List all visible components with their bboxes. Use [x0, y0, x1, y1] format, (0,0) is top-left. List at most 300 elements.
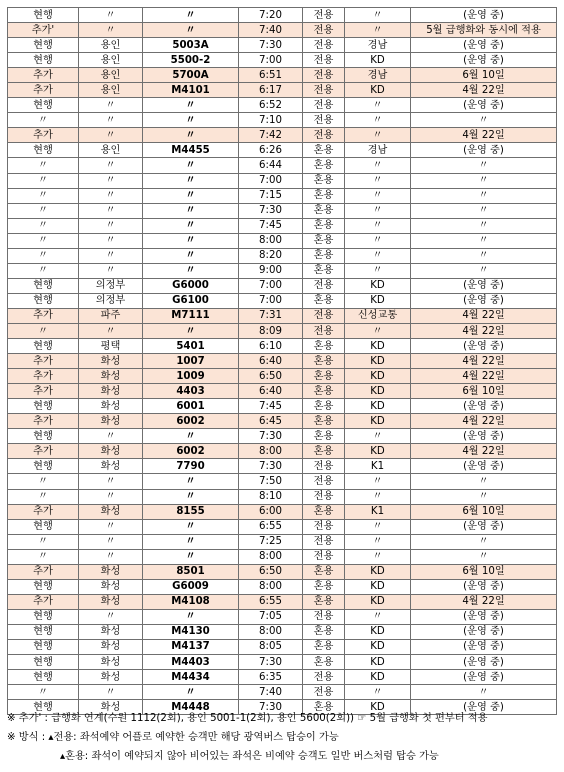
cell-status: (운영 중)	[411, 639, 557, 654]
cell-status: 〃	[411, 158, 557, 173]
cell-time: 7:31	[239, 308, 303, 323]
cell-op: 〃	[345, 188, 411, 203]
cell-type: 〃	[8, 685, 79, 700]
cell-route: 5700A	[143, 68, 239, 83]
cell-op: 〃	[345, 158, 411, 173]
cell-time: 7:25	[239, 534, 303, 549]
cell-route: 5500-2	[143, 53, 239, 68]
cell-seat: 혼용	[303, 429, 345, 444]
table-row	[8, 459, 557, 474]
table-row	[8, 83, 557, 98]
cell-route: M4403	[143, 655, 239, 670]
cell-seat: 전용	[303, 8, 345, 23]
table-row	[8, 639, 557, 654]
table-row	[8, 218, 557, 233]
table-row	[8, 369, 557, 384]
table-row	[8, 564, 557, 579]
schedule-body	[8, 8, 557, 715]
cell-seat: 혼용	[303, 579, 345, 594]
cell-type: 현행	[8, 670, 79, 685]
cell-area: 화성	[79, 670, 143, 685]
cell-op: KD	[345, 339, 411, 354]
table-row	[8, 53, 557, 68]
table-row	[8, 444, 557, 459]
cell-type: 추가	[8, 594, 79, 609]
cell-seat: 혼용	[303, 173, 345, 188]
cell-seat: 혼용	[303, 384, 345, 399]
cell-op: 〃	[345, 173, 411, 188]
cell-route: 5401	[143, 339, 239, 354]
cell-status: 〃	[411, 113, 557, 128]
cell-time: 6:35	[239, 670, 303, 685]
cell-type: 〃	[8, 218, 79, 233]
cell-area: 화성	[79, 444, 143, 459]
table-row	[8, 549, 557, 564]
cell-type: 현행	[8, 609, 79, 624]
table-row	[8, 354, 557, 369]
cell-time: 6:17	[239, 83, 303, 98]
cell-area: 〃	[79, 218, 143, 233]
cell-area: 〃	[79, 113, 143, 128]
cell-area: 용인	[79, 83, 143, 98]
table-row	[8, 323, 557, 338]
cell-status: (운영 중)	[411, 670, 557, 685]
cell-type: 추가	[8, 369, 79, 384]
table-row	[8, 188, 557, 203]
cell-op: 〃	[345, 549, 411, 564]
cell-op: 〃	[345, 519, 411, 534]
cell-type: 현행	[8, 519, 79, 534]
cell-route: G6009	[143, 579, 239, 594]
cell-route: 〃	[143, 113, 239, 128]
cell-seat: 전용	[303, 83, 345, 98]
cell-time: 7:40	[239, 23, 303, 38]
cell-time: 8:05	[239, 639, 303, 654]
cell-status: 〃	[411, 218, 557, 233]
table-row	[8, 278, 557, 293]
cell-status: (운영 중)	[411, 519, 557, 534]
cell-route: M4108	[143, 594, 239, 609]
cell-seat: 전용	[303, 534, 345, 549]
cell-seat: 혼용	[303, 203, 345, 218]
cell-status: (운영 중)	[411, 339, 557, 354]
cell-status: 6월 10일	[411, 384, 557, 399]
cell-type: 현행	[8, 459, 79, 474]
cell-op: KD	[345, 83, 411, 98]
table-row	[8, 474, 557, 489]
cell-status: 4월 22일	[411, 308, 557, 323]
cell-seat: 전용	[303, 459, 345, 474]
cell-type: 〃	[8, 549, 79, 564]
cell-op: K1	[345, 504, 411, 519]
cell-type: 〃	[8, 489, 79, 504]
cell-route: 6002	[143, 444, 239, 459]
table-row	[8, 233, 557, 248]
cell-type: 현행	[8, 339, 79, 354]
table-row	[8, 670, 557, 685]
cell-status: 〃	[411, 248, 557, 263]
table-row	[8, 308, 557, 323]
cell-route: 7790	[143, 459, 239, 474]
cell-area: 〃	[79, 158, 143, 173]
cell-area: 용인	[79, 143, 143, 158]
cell-type: 현행	[8, 293, 79, 308]
cell-area: 용인	[79, 38, 143, 53]
cell-area: 〃	[79, 203, 143, 218]
cell-route: M4137	[143, 639, 239, 654]
cell-area: 화성	[79, 414, 143, 429]
table-row	[8, 624, 557, 639]
cell-op: 〃	[345, 98, 411, 113]
cell-area: 화성	[79, 504, 143, 519]
cell-type: 추가	[8, 444, 79, 459]
cell-time: 8:10	[239, 489, 303, 504]
table-row	[8, 519, 557, 534]
cell-status: (운영 중)	[411, 700, 557, 715]
cell-route: 〃	[143, 323, 239, 338]
cell-area: 〃	[79, 8, 143, 23]
cell-type: 추가'	[8, 23, 79, 38]
cell-seat: 전용	[303, 23, 345, 38]
cell-seat: 전용	[303, 519, 345, 534]
cell-area: 파주	[79, 308, 143, 323]
cell-route: 〃	[143, 218, 239, 233]
cell-route: 1009	[143, 369, 239, 384]
cell-op: KD	[345, 639, 411, 654]
cell-op: 〃	[345, 23, 411, 38]
cell-status: (운영 중)	[411, 98, 557, 113]
cell-route: 1007	[143, 354, 239, 369]
table-row	[8, 489, 557, 504]
cell-type: 〃	[8, 323, 79, 338]
cell-seat: 전용	[303, 609, 345, 624]
cell-status: 〃	[411, 173, 557, 188]
cell-seat: 혼용	[303, 293, 345, 308]
table-row	[8, 429, 557, 444]
cell-op: 경남	[345, 68, 411, 83]
cell-time: 7:00	[239, 293, 303, 308]
cell-type: 추가	[8, 384, 79, 399]
cell-op: 〃	[345, 474, 411, 489]
footnotes	[7, 709, 559, 766]
cell-route: 〃	[143, 23, 239, 38]
cell-time: 6:55	[239, 519, 303, 534]
cell-area: 〃	[79, 23, 143, 38]
cell-status: (운영 중)	[411, 53, 557, 68]
cell-seat: 전용	[303, 98, 345, 113]
cell-status: 〃	[411, 474, 557, 489]
cell-time: 7:05	[239, 609, 303, 624]
cell-op: KD	[345, 369, 411, 384]
cell-area: 의정부	[79, 293, 143, 308]
cell-status: 4월 22일	[411, 128, 557, 143]
cell-route: M4434	[143, 670, 239, 685]
cell-type: 〃	[8, 233, 79, 248]
cell-time: 7:10	[239, 113, 303, 128]
cell-seat: 혼용	[303, 624, 345, 639]
cell-route: 4403	[143, 384, 239, 399]
cell-status: 〃	[411, 188, 557, 203]
cell-type: 〃	[8, 113, 79, 128]
cell-seat: 전용	[303, 38, 345, 53]
cell-op: KD	[345, 670, 411, 685]
cell-status: (운영 중)	[411, 38, 557, 53]
table-row	[8, 158, 557, 173]
cell-type: 현행	[8, 53, 79, 68]
cell-op: K1	[345, 459, 411, 474]
cell-time: 6:40	[239, 354, 303, 369]
cell-type: 〃	[8, 474, 79, 489]
table-row	[8, 8, 557, 23]
cell-type: 추가	[8, 504, 79, 519]
cell-seat: 혼용	[303, 143, 345, 158]
note-method-mixed: ▴혼용: 좌석이 예약되지 않아 비어있는 좌석은 비예약 승객도 일반 버스처럼 탑승 가능	[60, 751, 439, 762]
table-row	[8, 248, 557, 263]
table-row	[8, 579, 557, 594]
cell-status: 〃	[411, 263, 557, 278]
cell-route: 〃	[143, 519, 239, 534]
cell-op: KD	[345, 700, 411, 715]
cell-time: 7:45	[239, 218, 303, 233]
cell-type: 현행	[8, 143, 79, 158]
cell-time: 7:00	[239, 173, 303, 188]
cell-seat: 전용	[303, 549, 345, 564]
cell-route: 〃	[143, 173, 239, 188]
cell-area: 화성	[79, 594, 143, 609]
cell-time: 6:45	[239, 414, 303, 429]
cell-type: 현행	[8, 278, 79, 293]
table-row	[8, 143, 557, 158]
note-express-link: ※ 추가' : 급행화 연계(수원 1112(2회), 용인 5001-1(2회), 용인 5600(2회)) ☞ 5월 급행화 첫 편부터 적용	[7, 713, 488, 724]
cell-status: 4월 22일	[411, 323, 557, 338]
cell-type: 〃	[8, 534, 79, 549]
cell-status: 〃	[411, 534, 557, 549]
cell-route: 〃	[143, 248, 239, 263]
cell-area: 화성	[79, 369, 143, 384]
cell-route: 〃	[143, 474, 239, 489]
cell-area: 화성	[79, 399, 143, 414]
cell-route: 〃	[143, 489, 239, 504]
cell-type: 추가	[8, 308, 79, 323]
cell-op: 〃	[345, 609, 411, 624]
cell-seat: 전용	[303, 685, 345, 700]
cell-op: KD	[345, 564, 411, 579]
cell-status: (운영 중)	[411, 579, 557, 594]
cell-status: (운영 중)	[411, 624, 557, 639]
cell-area: 화성	[79, 579, 143, 594]
cell-type: 추가	[8, 83, 79, 98]
cell-op: KD	[345, 53, 411, 68]
cell-status: (운영 중)	[411, 655, 557, 670]
cell-type: 현행	[8, 38, 79, 53]
cell-time: 6:50	[239, 564, 303, 579]
cell-status: 6월 10일	[411, 68, 557, 83]
table-row	[8, 594, 557, 609]
table-row	[8, 263, 557, 278]
cell-seat: 혼용	[303, 188, 345, 203]
cell-status: (운영 중)	[411, 293, 557, 308]
cell-time: 7:30	[239, 700, 303, 715]
cell-area: 〃	[79, 474, 143, 489]
cell-status: 4월 22일	[411, 354, 557, 369]
cell-route: 5003A	[143, 38, 239, 53]
cell-seat: 혼용	[303, 655, 345, 670]
cell-route: 6001	[143, 399, 239, 414]
cell-time: 6:52	[239, 98, 303, 113]
cell-op: 경남	[345, 38, 411, 53]
cell-area: 〃	[79, 609, 143, 624]
cell-time: 6:10	[239, 339, 303, 354]
cell-op: 신성교통	[345, 308, 411, 323]
cell-time: 7:30	[239, 429, 303, 444]
cell-time: 6:55	[239, 594, 303, 609]
cell-seat: 혼용	[303, 564, 345, 579]
cell-route: 〃	[143, 188, 239, 203]
bus-schedule-table	[7, 7, 557, 715]
cell-route: 〃	[143, 158, 239, 173]
table-row	[8, 173, 557, 188]
cell-status: 〃	[411, 549, 557, 564]
cell-op: KD	[345, 399, 411, 414]
cell-area: 평택	[79, 339, 143, 354]
cell-seat: 전용	[303, 128, 345, 143]
cell-route: 〃	[143, 609, 239, 624]
cell-seat: 전용	[303, 113, 345, 128]
cell-route: 〃	[143, 98, 239, 113]
cell-area: 화성	[79, 639, 143, 654]
cell-area: 화성	[79, 655, 143, 670]
cell-op: KD	[345, 278, 411, 293]
table-row	[8, 414, 557, 429]
cell-type: 〃	[8, 173, 79, 188]
cell-status: 4월 22일	[411, 369, 557, 384]
table-row	[8, 655, 557, 670]
cell-status: 4월 22일	[411, 414, 557, 429]
cell-type: 추가	[8, 564, 79, 579]
cell-seat: 혼용	[303, 594, 345, 609]
table-row	[8, 68, 557, 83]
cell-seat: 전용	[303, 68, 345, 83]
note-method-dedicated: ※ 방식 : ▴전용: 좌석예약 어플로 예약한 승객만 해당 광역버스 탑승이 가능	[7, 732, 339, 743]
cell-seat: 전용	[303, 323, 345, 338]
cell-time: 7:00	[239, 278, 303, 293]
cell-time: 8:00	[239, 549, 303, 564]
cell-area: 화성	[79, 384, 143, 399]
cell-time: 7:30	[239, 38, 303, 53]
cell-op: 경남	[345, 143, 411, 158]
table-row	[8, 685, 557, 700]
cell-time: 7:00	[239, 53, 303, 68]
cell-area: 화성	[79, 700, 143, 715]
cell-time: 7:20	[239, 8, 303, 23]
cell-op: KD	[345, 384, 411, 399]
cell-seat: 혼용	[303, 504, 345, 519]
table-row	[8, 113, 557, 128]
cell-area: 〃	[79, 429, 143, 444]
cell-type: 현행	[8, 624, 79, 639]
cell-area: 〃	[79, 233, 143, 248]
cell-route: M4448	[143, 700, 239, 715]
cell-area: 〃	[79, 173, 143, 188]
cell-type: 현행	[8, 399, 79, 414]
cell-status: 5월 급행화와 동시에 적용	[411, 23, 557, 38]
cell-area: 〃	[79, 263, 143, 278]
cell-area: 용인	[79, 53, 143, 68]
cell-area: 의정부	[79, 278, 143, 293]
cell-op: 〃	[345, 248, 411, 263]
cell-seat: 전용	[303, 489, 345, 504]
cell-op: KD	[345, 293, 411, 308]
cell-route: 〃	[143, 549, 239, 564]
cell-op: KD	[345, 655, 411, 670]
cell-op: 〃	[345, 323, 411, 338]
cell-status: 6월 10일	[411, 564, 557, 579]
cell-type: 추가	[8, 68, 79, 83]
cell-status: 〃	[411, 685, 557, 700]
cell-type: 현행	[8, 639, 79, 654]
cell-status: 6월 10일	[411, 504, 557, 519]
cell-route: G6000	[143, 278, 239, 293]
cell-seat: 혼용	[303, 399, 345, 414]
cell-seat: 혼용	[303, 700, 345, 715]
cell-route: 8155	[143, 504, 239, 519]
cell-status: (운영 중)	[411, 459, 557, 474]
table-row	[8, 203, 557, 218]
cell-area: 〃	[79, 489, 143, 504]
cell-time: 7:15	[239, 188, 303, 203]
cell-seat: 혼용	[303, 248, 345, 263]
table-row	[8, 504, 557, 519]
cell-time: 6:40	[239, 384, 303, 399]
cell-seat: 혼용	[303, 639, 345, 654]
cell-status: (운영 중)	[411, 8, 557, 23]
cell-status: 〃	[411, 203, 557, 218]
cell-route: 〃	[143, 8, 239, 23]
cell-seat: 혼용	[303, 158, 345, 173]
table-row	[8, 534, 557, 549]
cell-type: 현행	[8, 579, 79, 594]
cell-status: (운영 중)	[411, 143, 557, 158]
cell-time: 8:09	[239, 323, 303, 338]
cell-route: M4130	[143, 624, 239, 639]
cell-op: 〃	[345, 429, 411, 444]
table-row	[8, 293, 557, 308]
cell-type: 추가	[8, 354, 79, 369]
cell-time: 6:44	[239, 158, 303, 173]
cell-time: 8:00	[239, 444, 303, 459]
cell-op: 〃	[345, 263, 411, 278]
cell-area: 〃	[79, 323, 143, 338]
cell-type: 현행	[8, 98, 79, 113]
table-row	[8, 38, 557, 53]
cell-status: (운영 중)	[411, 429, 557, 444]
cell-area: 〃	[79, 128, 143, 143]
cell-time: 8:20	[239, 248, 303, 263]
cell-seat: 혼용	[303, 414, 345, 429]
cell-seat: 혼용	[303, 369, 345, 384]
cell-area: 화성	[79, 459, 143, 474]
cell-time: 8:00	[239, 233, 303, 248]
cell-type: 추가	[8, 128, 79, 143]
cell-time: 7:30	[239, 459, 303, 474]
cell-time: 8:00	[239, 579, 303, 594]
cell-time: 6:51	[239, 68, 303, 83]
cell-op: 〃	[345, 218, 411, 233]
cell-area: 〃	[79, 98, 143, 113]
cell-seat: 혼용	[303, 233, 345, 248]
cell-time: 7:42	[239, 128, 303, 143]
cell-type: 〃	[8, 158, 79, 173]
